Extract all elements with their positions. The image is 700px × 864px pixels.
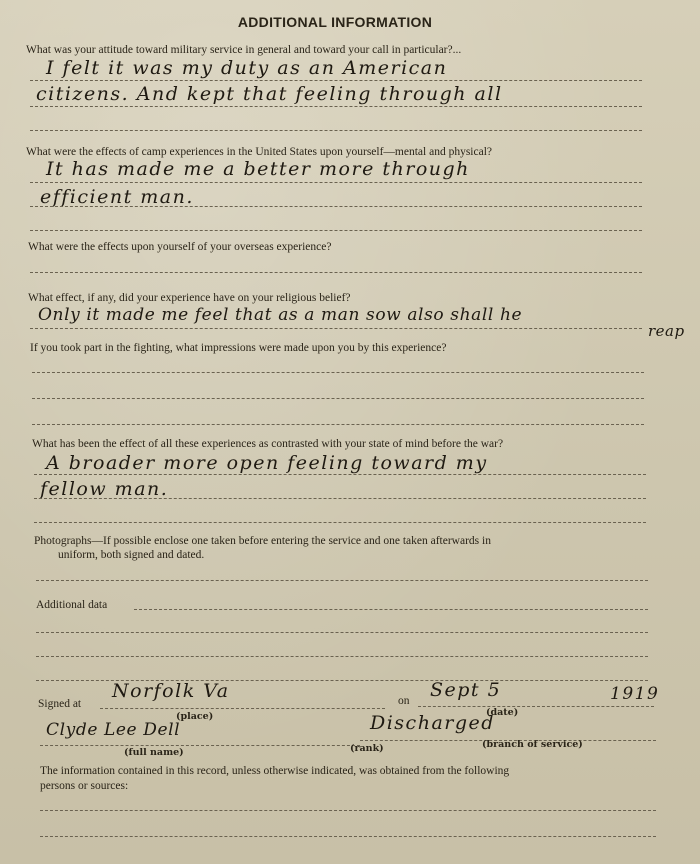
answer-line [36,656,648,657]
question-state-of-mind: What has been the effect of all these experiences as contrasted with your state of mind before the war? [32,438,504,450]
answer-military-attitude-line1: I felt it was my duty as an American [46,57,448,79]
answer-military-attitude-line2: citizens. And kept that feeling through all [36,83,503,105]
answer-line [30,206,642,207]
place-caption: (place) [176,711,214,722]
full-name-caption: (full name) [124,747,184,758]
answer-line [36,632,648,633]
branch-caption: (branch of service) [482,739,583,750]
rank-value: Discharged [370,712,495,734]
answer-religious-belief-end: reap [648,322,685,340]
question-overseas-effects: What were the effects upon yourself of your overseas experience? [28,241,332,253]
source-info-line2: persons or sources: [40,780,129,792]
signature-line [418,706,654,707]
answer-line [30,80,642,81]
answer-line [30,328,642,329]
answer-line [30,130,642,131]
answer-line [30,272,642,273]
full-name-signature: Clyde Lee Dell [46,720,181,740]
answer-camp-effects-line1: It has made me a better more through [46,158,470,180]
answer-line [32,372,644,373]
signed-at-label: Signed at [38,698,82,710]
answer-religious-belief-line1: Only it made me feel that as a man sow also shall he [38,305,523,325]
photographs-instruction-line2: uniform, both signed and dated. [58,549,205,561]
answer-line [40,836,656,837]
question-camp-effects: What were the effects of camp experiences in the United States upon yourself—mental and physical? [26,146,493,158]
answer-line [30,182,642,183]
answer-line [32,398,644,399]
question-military-attitude: What was your attitude toward military service in general and toward your call in particular?... [26,44,462,56]
on-label: on [398,695,410,707]
answer-state-of-mind-line1: A broader more open feeling toward my [46,452,488,474]
answer-line [40,810,656,811]
answer-line [36,580,648,581]
additional-data-label: Additional data [36,599,108,611]
answer-line [34,522,646,523]
page-title: ADDITIONAL INFORMATION [237,14,433,30]
question-fighting-impressions: If you took part in the fighting, what impressions were made upon you by this experience? [30,342,447,354]
signature-line [100,708,385,709]
answer-line [34,474,646,475]
signed-place-value: Norfolk Va [112,680,230,702]
answer-line [32,424,644,425]
answer-state-of-mind-line2: fellow man. [40,478,169,500]
rank-caption: (rank) [350,743,384,754]
signed-date-value: Sept 5 [430,679,502,701]
answer-line [30,106,642,107]
source-info-line1: The information contained in this record, unless otherwise indicated, was obtained from the following [40,765,510,777]
answer-camp-effects-line2: efficient man. [40,186,194,208]
date-caption: (date) [486,707,519,718]
answer-line [34,498,646,499]
answer-line [30,230,642,231]
answer-line [134,609,648,610]
signature-line [40,745,360,746]
photographs-instruction-line1: Photographs—If possible enclose one taken before entering the service and one taken afterwards in [34,535,491,547]
signed-year-value: 1919 [610,684,660,704]
question-religious-belief: What effect, if any, did your experience have on your religious belief? [28,292,351,304]
